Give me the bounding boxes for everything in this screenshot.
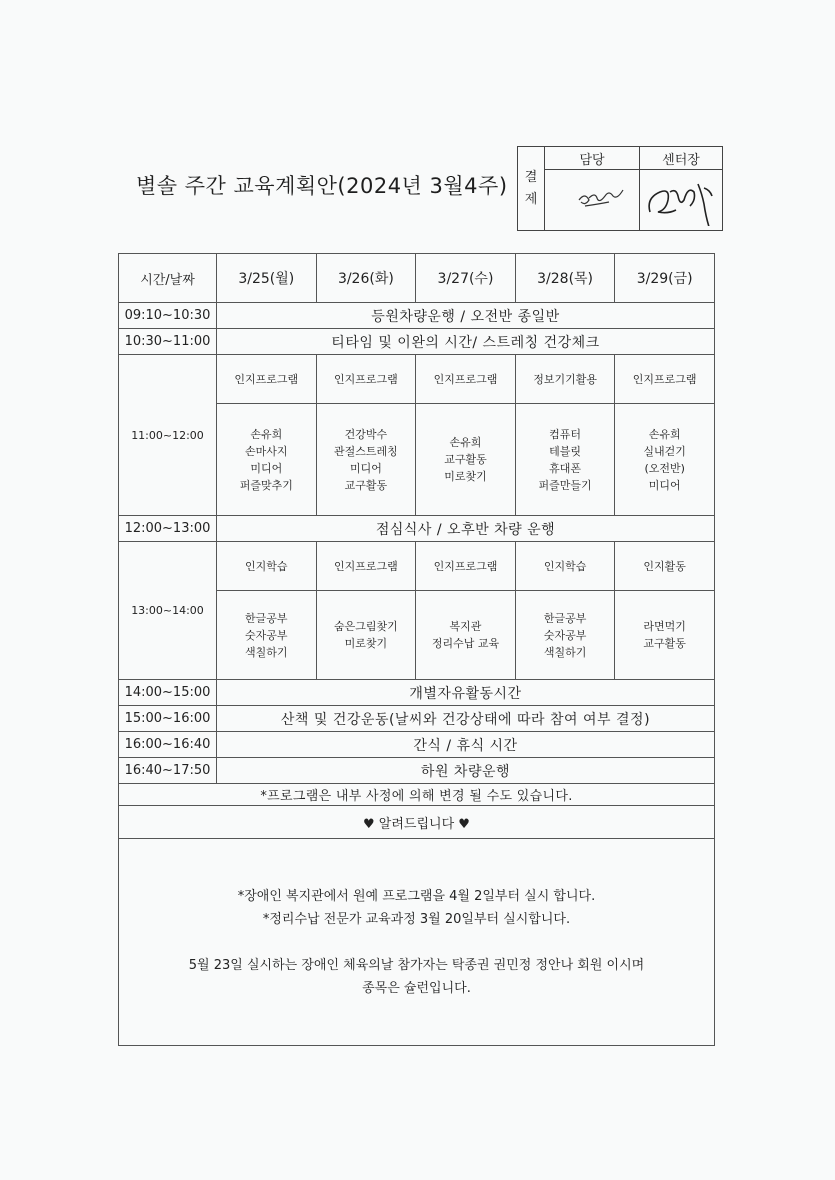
info-row [119, 839, 715, 1046]
program-title: 인지학습 [515, 542, 615, 591]
table-row [119, 706, 715, 732]
program-title-row [119, 355, 715, 404]
header-day: 3/25(월) [217, 254, 317, 303]
approval-col-director: 센터장 [640, 147, 723, 170]
table-row [119, 303, 715, 329]
schedule-table [118, 253, 715, 1046]
header-time-date: 시간/날짜 [119, 254, 217, 303]
program-title: 인지프로그램 [316, 355, 416, 404]
time-slot: 15:00~16:00 [119, 706, 217, 732]
program-title: 정보기기활용 [515, 355, 615, 404]
activity-cell: 하원 차량운행 [217, 758, 715, 784]
program-body: 손유희 교구활동 미로찾기 [416, 404, 516, 516]
info-line: 종목은 슐런입니다. [362, 980, 471, 996]
program-body: 한글공부 숫자공부 색칠하기 [515, 591, 615, 680]
program-title: 인지프로그램 [615, 355, 715, 404]
activity-cell: 산책 및 건강운동(날씨와 건강상태에 따라 참여 여부 결정) [217, 706, 715, 732]
program-body: 손유희 실내걷기 (오전반) 미디어 [615, 404, 715, 516]
time-slot: 13:00~14:00 [119, 542, 217, 680]
activity-cell: 티타임 및 이완의 시간/ 스트레칭 건강체크 [217, 329, 715, 355]
program-body: 손유희 손마사지 미디어 퍼즐맞추기 [217, 404, 317, 516]
program-body: 건강박수 관절스트레칭 미디어 교구활동 [316, 404, 416, 516]
table-row [119, 516, 715, 542]
program-title: 인지프로그램 [217, 355, 317, 404]
approval-box [517, 146, 723, 231]
time-slot: 16:40~17:50 [119, 758, 217, 784]
table-row [119, 758, 715, 784]
program-body: 컴퓨터 테블릿 휴대폰 퍼즐만들기 [515, 404, 615, 516]
table-row [119, 732, 715, 758]
header-row [119, 254, 715, 303]
approval-col-manager: 담당 [545, 147, 640, 170]
header-day: 3/28(목) [515, 254, 615, 303]
announce-row [119, 806, 715, 839]
activity-cell: 간식 / 휴식 시간 [217, 732, 715, 758]
program-body: 복지관 정리수납 교육 [416, 591, 516, 680]
info-line: *장애인 복지관에서 원예 프로그램을 4월 2일부터 실시 합니다. [237, 888, 596, 904]
time-slot: 14:00~15:00 [119, 680, 217, 706]
program-title: 인지프로그램 [316, 542, 416, 591]
notice-row [119, 784, 715, 806]
program-body: 숨은그림찾기 미로찾기 [316, 591, 416, 680]
time-slot: 09:10~10:30 [119, 303, 217, 329]
activity-cell: 점심식사 / 오후반 차량 운행 [217, 516, 715, 542]
page-title: 별솔 주간 교육계획안(2024년 3월4주) [136, 174, 508, 198]
program-title: 인지프로그램 [416, 542, 516, 591]
notice-text: *프로그램은 내부 사정에 의해 변경 될 수도 있습니다. [119, 784, 715, 806]
header-day: 3/27(수) [416, 254, 516, 303]
table-row [119, 680, 715, 706]
activity-cell: 등원차량운행 / 오전반 종일반 [217, 303, 715, 329]
director-signature [640, 170, 723, 231]
time-slot: 12:00~13:00 [119, 516, 217, 542]
info-body [119, 839, 715, 1046]
announce-heading: ♥ 알려드립니다 ♥ [119, 806, 715, 839]
time-slot: 11:00~12:00 [119, 355, 217, 516]
program-title: 인지프로그램 [416, 355, 516, 404]
info-line: 5월 23일 실시하는 장애인 체육의날 참가자는 탁종권 권민정 정안나 회원 이시며 [188, 957, 645, 973]
program-title: 인지학습 [217, 542, 317, 591]
program-body: 라면먹기 교구활동 [615, 591, 715, 680]
program-body: 한글공부 숫자공부 색칠하기 [217, 591, 317, 680]
program-title-row [119, 542, 715, 591]
table-row [119, 329, 715, 355]
activity-cell: 개별자유활동시간 [217, 680, 715, 706]
manager-signature [545, 170, 640, 231]
time-slot: 10:30~11:00 [119, 329, 217, 355]
info-line: *정리수납 전문가 교육과정 3월 20일부터 실시합니다. [262, 911, 571, 927]
time-slot: 16:00~16:40 [119, 732, 217, 758]
program-title: 인지활동 [615, 542, 715, 591]
header-day: 3/29(금) [615, 254, 715, 303]
header-day: 3/26(화) [316, 254, 416, 303]
approval-side-label: 결 제 [518, 147, 545, 231]
